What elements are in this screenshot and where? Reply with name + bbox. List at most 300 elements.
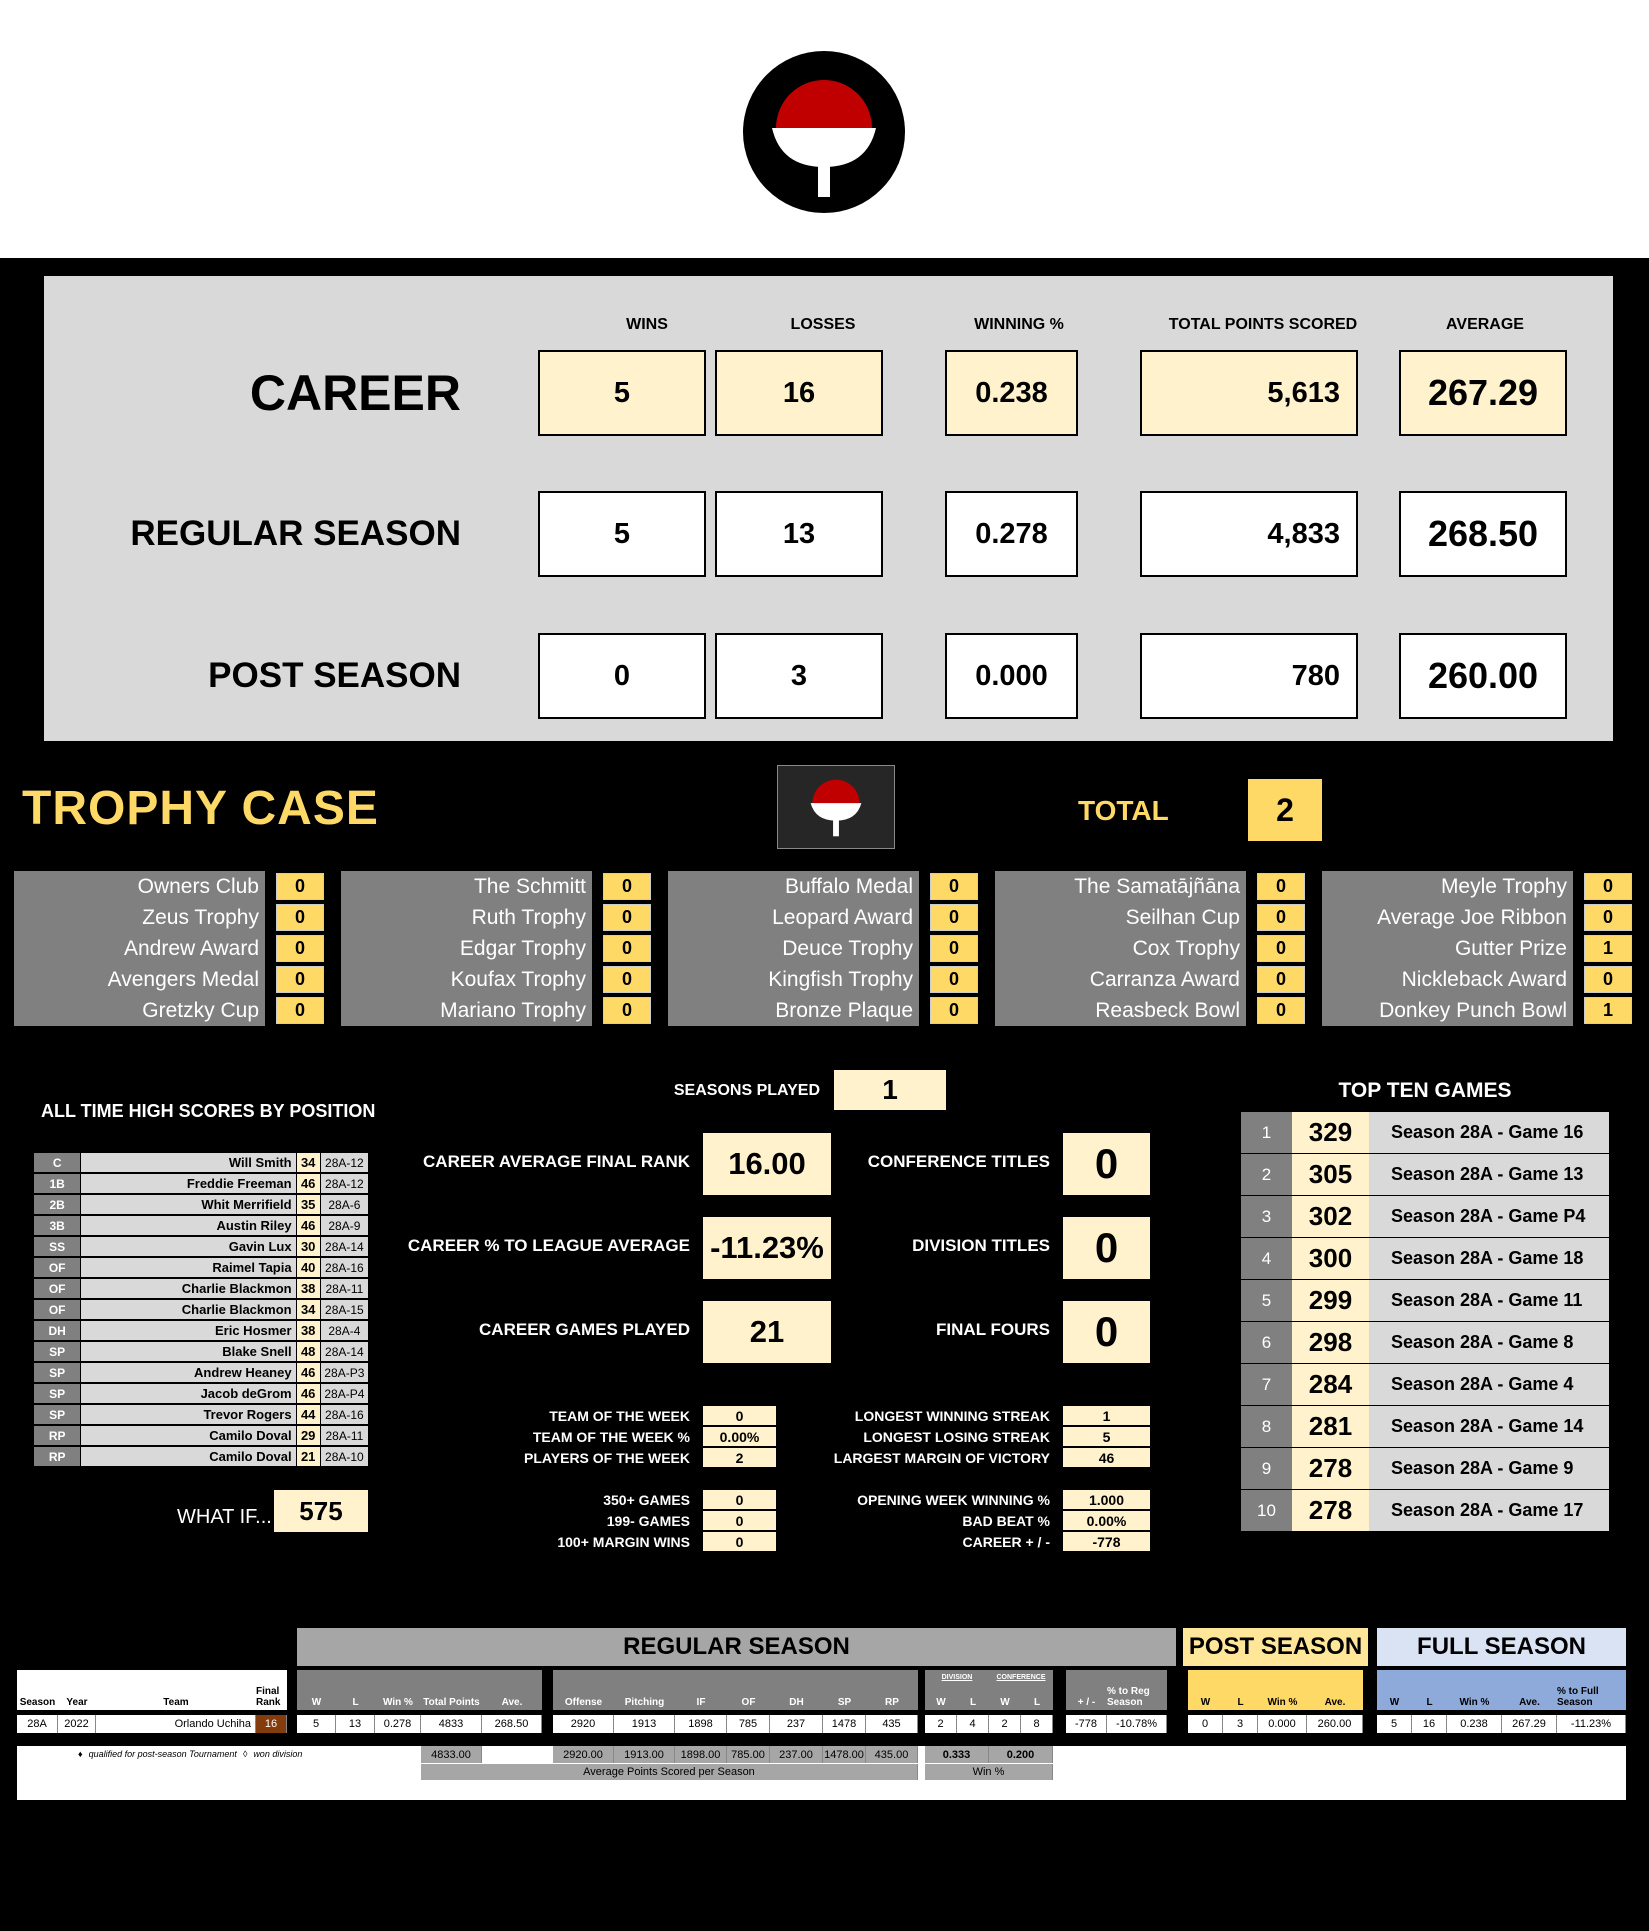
avg-category: 1898.00 (675, 1746, 727, 1763)
avg-category: 2920.00 (553, 1746, 614, 1763)
trophy-row (1322, 933, 1633, 964)
trophy-column (341, 871, 652, 1026)
player-name: Raimel Tapia (81, 1258, 296, 1277)
small-stat-label: LARGEST MARGIN OF VICTORY (833, 1450, 1050, 1466)
game-label: Season 28A - Game 4 (1369, 1364, 1609, 1405)
wl-cell: 4 (957, 1715, 989, 1733)
trophy-row (341, 902, 652, 933)
player-name: Will Smith (81, 1153, 296, 1172)
trophy-count: 0 (276, 873, 324, 900)
trophy-name: Zeus Trophy (142, 905, 259, 929)
conference-header: CONFERENCE (989, 1670, 1053, 1686)
wl-cell: 2 (925, 1715, 957, 1733)
trophy-count: 0 (603, 966, 651, 993)
regular-header: Total Points (421, 1670, 482, 1710)
trophy-count: 0 (1257, 997, 1305, 1024)
post-header: Win % (1258, 1670, 1307, 1710)
small-stat-value: 0 (703, 1490, 776, 1509)
what-if-value: 575 (274, 1490, 368, 1532)
category-header: DH (770, 1670, 823, 1710)
avg-category: 237.00 (770, 1746, 823, 1763)
small-stat-label: 199- GAMES (606, 1513, 690, 1529)
big-stat-label: CAREER % TO LEAGUE AVERAGE (407, 1236, 690, 1255)
big-stat-value: 0 (1063, 1133, 1150, 1195)
plus-minus-header: + / - (1066, 1670, 1107, 1710)
trophy-count: 0 (603, 997, 651, 1024)
trophy-row (14, 902, 325, 933)
big-stat-label: CAREER AVERAGE FINAL RANK (423, 1152, 690, 1171)
row-label-regular-season: REGULAR SEASON (130, 514, 461, 553)
trophy-count: 0 (276, 997, 324, 1024)
trophy-column (995, 871, 1306, 1026)
game-rank: 2 (1241, 1154, 1292, 1195)
post-header: W (1188, 1670, 1223, 1710)
id-cell: 28A (17, 1715, 58, 1733)
id-header: Year (58, 1670, 96, 1710)
position-label: 3B (34, 1216, 81, 1235)
game-label: Season 28A - Game P4 (1369, 1196, 1609, 1237)
game-id: 28A-10 (321, 1447, 368, 1466)
player-score: 46 (297, 1216, 321, 1235)
category-cell: 1478 (823, 1715, 866, 1733)
game-rank: 9 (1241, 1448, 1292, 1489)
player-score: 38 (297, 1321, 321, 1340)
game-id: 28A-4 (321, 1321, 368, 1340)
game-score: 298 (1292, 1322, 1369, 1363)
game-score: 278 (1292, 1490, 1369, 1531)
player-score: 29 (297, 1426, 321, 1445)
position-label: OF (34, 1300, 81, 1319)
trophy-name: Mariano Trophy (440, 998, 586, 1022)
trophy-row (341, 871, 652, 902)
game-rank: 3 (1241, 1196, 1292, 1237)
column-header-losses: LOSSES (790, 316, 856, 333)
trophy-row (341, 933, 652, 964)
player-score: 30 (297, 1237, 321, 1256)
trophy-name: Buffalo Medal (784, 874, 913, 898)
trophy-case-title: TROPHY CASE (22, 782, 379, 835)
full-header: L (1412, 1670, 1447, 1710)
category-cell: 2920 (553, 1715, 614, 1733)
trophy-column (14, 871, 325, 1026)
trophy-count: 0 (930, 904, 978, 931)
trophy-name: Owners Club (137, 874, 259, 898)
trophy-row (1322, 902, 1633, 933)
top-ten-title: TOP TEN GAMES (1338, 1079, 1512, 1102)
avg-category: 1478.00 (823, 1746, 866, 1763)
player-name: Gavin Lux (81, 1237, 296, 1256)
regular-cell: 0.278 (375, 1715, 421, 1733)
position-label: OF (34, 1258, 81, 1277)
small-stat-value: 0.00% (1063, 1511, 1150, 1530)
regular-header: Ave. (482, 1670, 542, 1710)
regular-header: Win % (375, 1670, 421, 1710)
trophy-column (1322, 871, 1633, 1026)
small-stat-label: 100+ MARGIN WINS (557, 1534, 690, 1550)
trophy-name: Koufax Trophy (450, 967, 586, 991)
category-header: IF (675, 1670, 727, 1710)
regular-header: L (336, 1670, 375, 1710)
post-season-average: 260.00 (1399, 633, 1567, 719)
top-game-row (1241, 1112, 1611, 1153)
full-season-band: FULL SEASON (1377, 1628, 1626, 1666)
game-label: Season 28A - Game 17 (1369, 1490, 1609, 1531)
player-name: Freddie Freeman (81, 1174, 296, 1193)
division-symbol: ◊ (242, 1749, 248, 1759)
small-stat-value: 0.00% (703, 1427, 776, 1446)
post-header: L (1223, 1670, 1258, 1710)
top-game-row (1241, 1238, 1611, 1279)
id-cell: 16 (256, 1715, 287, 1733)
high-score-row (34, 1300, 368, 1320)
post-cell: 0.000 (1258, 1715, 1307, 1733)
trophy-name: Kingfish Trophy (768, 967, 913, 991)
row-label-post-season: POST SEASON (208, 656, 461, 695)
game-id: 28A-12 (321, 1153, 368, 1172)
player-name: Austin Riley (81, 1216, 296, 1235)
high-score-row (34, 1237, 368, 1257)
top-game-row (1241, 1490, 1611, 1531)
high-score-row (34, 1174, 368, 1194)
player-name: Whit Merrifield (81, 1195, 296, 1214)
regular-season-winning-pct: 0.278 (945, 491, 1078, 577)
small-stat-value: 1 (1063, 1406, 1150, 1425)
trophy-row (14, 933, 325, 964)
trophy-row (341, 995, 652, 1026)
position-label: RP (34, 1447, 81, 1466)
small-stat-label: BAD BEAT % (962, 1513, 1050, 1529)
trophy-count: 1 (1584, 997, 1632, 1024)
regular-season-total-points: 4,833 (1140, 491, 1358, 577)
top-game-row (1241, 1280, 1611, 1321)
seasons-played-value: 1 (834, 1070, 946, 1110)
id-header: Season (17, 1670, 58, 1710)
trophy-row (995, 964, 1306, 995)
game-score: 302 (1292, 1196, 1369, 1237)
trophy-count: 0 (1257, 873, 1305, 900)
player-name: Camilo Doval (81, 1447, 296, 1466)
game-score: 278 (1292, 1448, 1369, 1489)
game-id: 28A-15 (321, 1300, 368, 1319)
full-header: % to Full Season (1557, 1670, 1626, 1710)
row-label-career: CAREER (249, 365, 461, 421)
header-banner (0, 0, 1649, 258)
career-losses: 16 (715, 350, 883, 436)
player-score: 38 (297, 1279, 321, 1298)
trophy-name: Donkey Punch Bowl (1379, 998, 1567, 1022)
id-cell: 2022 (58, 1715, 96, 1733)
player-score: 34 (297, 1300, 321, 1319)
trophy-row (995, 902, 1306, 933)
player-name: Jacob deGrom (81, 1384, 296, 1403)
trophy-name: Carranza Award (1089, 967, 1240, 991)
small-stat-label: 350+ GAMES (603, 1492, 690, 1508)
regular-season-average: 268.50 (1399, 491, 1567, 577)
position-label: DH (34, 1321, 81, 1340)
top-game-row (1241, 1448, 1611, 1489)
small-stat-value: 46 (1063, 1448, 1150, 1467)
avg-category: 435.00 (866, 1746, 918, 1763)
trophy-count: 0 (930, 966, 978, 993)
column-header-wins: WINS (626, 316, 668, 333)
big-stat-value: 0 (1063, 1217, 1150, 1279)
player-name: Charlie Blackmon (81, 1279, 296, 1298)
id-cell: Orlando Uchiha (96, 1715, 256, 1733)
regular-cell: 5 (297, 1715, 336, 1733)
seasons-played-label: SEASONS PLAYED (673, 1082, 820, 1099)
trophy-count: 0 (1584, 873, 1632, 900)
game-label: Season 28A - Game 13 (1369, 1154, 1609, 1195)
trophy-count: 0 (603, 904, 651, 931)
high-score-row (34, 1405, 368, 1425)
trophy-name: The Samatājñāna (1074, 874, 1240, 898)
player-score: 44 (297, 1405, 321, 1424)
trophy-name: Average Joe Ribbon (1377, 905, 1567, 929)
trophy-count: 0 (1257, 966, 1305, 993)
big-stat-value: 16.00 (703, 1133, 831, 1195)
trophy-name: Avengers Medal (107, 967, 259, 991)
post-header: Ave. (1307, 1670, 1363, 1710)
trophy-name: Edgar Trophy (459, 936, 586, 960)
trophy-name: Gutter Prize (1454, 936, 1567, 960)
high-score-row (34, 1363, 368, 1383)
high-score-row (34, 1216, 368, 1236)
wl-cell: 2 (989, 1715, 1021, 1733)
trophy-count: 0 (1257, 935, 1305, 962)
trophy-count: 0 (1584, 904, 1632, 931)
post-season-wins: 0 (538, 633, 706, 719)
high-score-row (34, 1195, 368, 1215)
win-pct-conference: 0.200 (989, 1746, 1053, 1763)
small-stat-label: PLAYERS OF THE WEEK (524, 1450, 690, 1466)
trophy-row (668, 933, 979, 964)
big-stat-label: DIVISION TITLES (912, 1236, 1050, 1255)
footnote (78, 1749, 302, 1759)
career-average: 267.29 (1399, 350, 1567, 436)
high-score-row (34, 1258, 368, 1278)
game-label: Season 28A - Game 18 (1369, 1238, 1609, 1279)
game-score: 281 (1292, 1406, 1369, 1447)
wl-header: L (1021, 1686, 1053, 1710)
player-score: 34 (297, 1153, 321, 1172)
high-score-row (34, 1279, 368, 1299)
high-score-row (34, 1321, 368, 1341)
small-stat-value: 1.000 (1063, 1490, 1150, 1509)
player-score: 40 (297, 1258, 321, 1277)
uchiha-fan-logo-small (777, 765, 895, 849)
high-score-row (34, 1153, 368, 1173)
win-pct-division: 0.333 (925, 1746, 989, 1763)
career-winning-pct: 0.238 (945, 350, 1078, 436)
regular-cell: 268.50 (482, 1715, 542, 1733)
qualified-footnote: qualified for post-season Tournament (88, 1749, 237, 1759)
game-rank: 10 (1241, 1490, 1292, 1531)
player-score: 48 (297, 1342, 321, 1361)
small-stat-label: CAREER + / - (962, 1534, 1050, 1550)
regular-header: W (297, 1670, 336, 1710)
regular-cell: 4833 (421, 1715, 482, 1733)
trophy-column (668, 871, 979, 1026)
id-header: Final Rank (256, 1670, 287, 1710)
post-cell: 260.00 (1307, 1715, 1363, 1733)
high-score-row (34, 1384, 368, 1404)
position-label: C (34, 1153, 81, 1172)
trophy-count: 0 (930, 935, 978, 962)
post-cell: 0 (1188, 1715, 1223, 1733)
position-label: SP (34, 1342, 81, 1361)
game-label: Season 28A - Game 11 (1369, 1280, 1609, 1321)
trophy-count: 0 (1257, 904, 1305, 931)
trophy-row (341, 964, 652, 995)
player-score: 46 (297, 1363, 321, 1382)
game-id: 28A-12 (321, 1174, 368, 1193)
avg-total-points: 4833.00 (421, 1746, 482, 1763)
division-header: DIVISION (925, 1670, 989, 1686)
player-name: Charlie Blackmon (81, 1300, 296, 1319)
game-label: Season 28A - Game 16 (1369, 1112, 1609, 1153)
position-label: SS (34, 1237, 81, 1256)
regular-season-wins: 5 (538, 491, 706, 577)
trophy-count: 0 (603, 873, 651, 900)
trophy-total-label: TOTAL (1078, 795, 1169, 826)
small-stat-label: OPENING WEEK WINNING % (857, 1492, 1050, 1508)
career-wins: 5 (538, 350, 706, 436)
big-stat-value: 0 (1063, 1301, 1150, 1363)
small-stat-value: 0 (703, 1532, 776, 1551)
trophy-row (995, 933, 1306, 964)
plus-minus-header: % to Reg Season (1107, 1670, 1167, 1710)
small-stat-value: -778 (1063, 1532, 1150, 1551)
position-label: SP (34, 1363, 81, 1382)
post-season-losses: 3 (715, 633, 883, 719)
game-score: 299 (1292, 1280, 1369, 1321)
game-id: 28A-14 (321, 1342, 368, 1361)
category-cell: 1898 (675, 1715, 727, 1733)
category-header: Pitching (614, 1670, 675, 1710)
high-score-row (34, 1426, 368, 1446)
category-cell: 1913 (614, 1715, 675, 1733)
avg-category: 785.00 (727, 1746, 770, 1763)
trophy-name: Cox Trophy (1132, 936, 1240, 960)
avg-category: 1913.00 (614, 1746, 675, 1763)
trophy-count: 0 (276, 935, 324, 962)
post-season-total-points: 780 (1140, 633, 1358, 719)
trophy-name: Leopard Award (772, 905, 913, 929)
trophy-row (668, 995, 979, 1026)
trophy-row (995, 995, 1306, 1026)
position-label: RP (34, 1426, 81, 1445)
player-name: Eric Hosmer (81, 1321, 296, 1340)
wl-header: L (957, 1686, 989, 1710)
game-id: 28A-14 (321, 1237, 368, 1256)
game-score: 300 (1292, 1238, 1369, 1279)
game-rank: 7 (1241, 1364, 1292, 1405)
trophy-row (995, 871, 1306, 902)
small-stat-label: TEAM OF THE WEEK % (532, 1429, 690, 1445)
top-game-row (1241, 1196, 1611, 1237)
player-name: Andrew Heaney (81, 1363, 296, 1382)
plus-minus-cell: -10.78% (1107, 1715, 1167, 1733)
game-id: 28A-11 (321, 1426, 368, 1445)
division-footnote: won division (253, 1749, 303, 1759)
game-id: 28A-16 (321, 1405, 368, 1424)
category-header: SP (823, 1670, 866, 1710)
game-id: 28A-16 (321, 1258, 368, 1277)
big-stat-value: 21 (703, 1301, 831, 1363)
trophy-count: 0 (1584, 966, 1632, 993)
game-label: Season 28A - Game 9 (1369, 1448, 1609, 1489)
game-rank: 6 (1241, 1322, 1292, 1363)
game-id: 28A-11 (321, 1279, 368, 1298)
category-header: OF (727, 1670, 770, 1710)
trophy-name: The Schmitt (473, 874, 586, 898)
plus-minus-cell: -778 (1066, 1715, 1107, 1733)
category-header: Offense (553, 1670, 614, 1710)
player-score: 46 (297, 1384, 321, 1403)
game-rank: 5 (1241, 1280, 1292, 1321)
trophy-name: Seilhan Cup (1125, 905, 1240, 929)
player-score: 35 (297, 1195, 321, 1214)
trophy-row (1322, 995, 1633, 1026)
full-cell: 5 (1377, 1715, 1412, 1733)
post-season-band: POST SEASON (1183, 1628, 1368, 1666)
game-label: Season 28A - Game 14 (1369, 1406, 1609, 1447)
top-game-row (1241, 1322, 1611, 1363)
game-rank: 4 (1241, 1238, 1292, 1279)
win-pct-label: Win % (925, 1764, 1053, 1780)
what-if-label: WHAT IF... (177, 1506, 272, 1528)
category-header: RP (866, 1670, 918, 1710)
trophy-count: 0 (930, 997, 978, 1024)
player-name: Camilo Doval (81, 1426, 296, 1445)
full-cell: -11.23% (1557, 1715, 1626, 1733)
trophy-row (14, 964, 325, 995)
small-stat-label: LONGEST LOSING STREAK (863, 1429, 1050, 1445)
career-total-points: 5,613 (1140, 350, 1358, 436)
uchiha-fan-logo (743, 51, 905, 213)
game-id: 28A-9 (321, 1216, 368, 1235)
trophy-count: 0 (276, 966, 324, 993)
game-id: 28A-P3 (321, 1363, 368, 1382)
id-header: Team (96, 1670, 256, 1710)
full-cell: 267.29 (1502, 1715, 1557, 1733)
player-score: 21 (297, 1447, 321, 1466)
full-header: Ave. (1502, 1670, 1557, 1710)
game-rank: 8 (1241, 1406, 1292, 1447)
small-stat-value: 5 (1063, 1427, 1150, 1446)
game-score: 305 (1292, 1154, 1369, 1195)
trophy-name: Bronze Plaque (775, 998, 913, 1022)
small-stat-label: TEAM OF THE WEEK (549, 1408, 690, 1424)
full-header: Win % (1447, 1670, 1502, 1710)
big-stat-label: FINAL FOURS (936, 1320, 1050, 1339)
category-cell: 785 (727, 1715, 770, 1733)
avg-label: Average Points Scored per Season (421, 1764, 918, 1780)
position-label: OF (34, 1279, 81, 1298)
column-header-average: AVERAGE (1446, 316, 1524, 333)
trophy-row (1322, 964, 1633, 995)
category-cell: 237 (770, 1715, 823, 1733)
trophy-name: Meyle Trophy (1440, 874, 1567, 898)
top-game-row (1241, 1154, 1611, 1195)
trophy-row (668, 964, 979, 995)
top-game-row (1241, 1406, 1611, 1447)
column-header-total-points: TOTAL POINTS SCORED (1168, 316, 1358, 333)
full-header: W (1377, 1670, 1412, 1710)
category-cell: 435 (866, 1715, 918, 1733)
big-stat-value: -11.23% (703, 1217, 831, 1279)
trophy-name: Deuce Trophy (782, 936, 913, 960)
